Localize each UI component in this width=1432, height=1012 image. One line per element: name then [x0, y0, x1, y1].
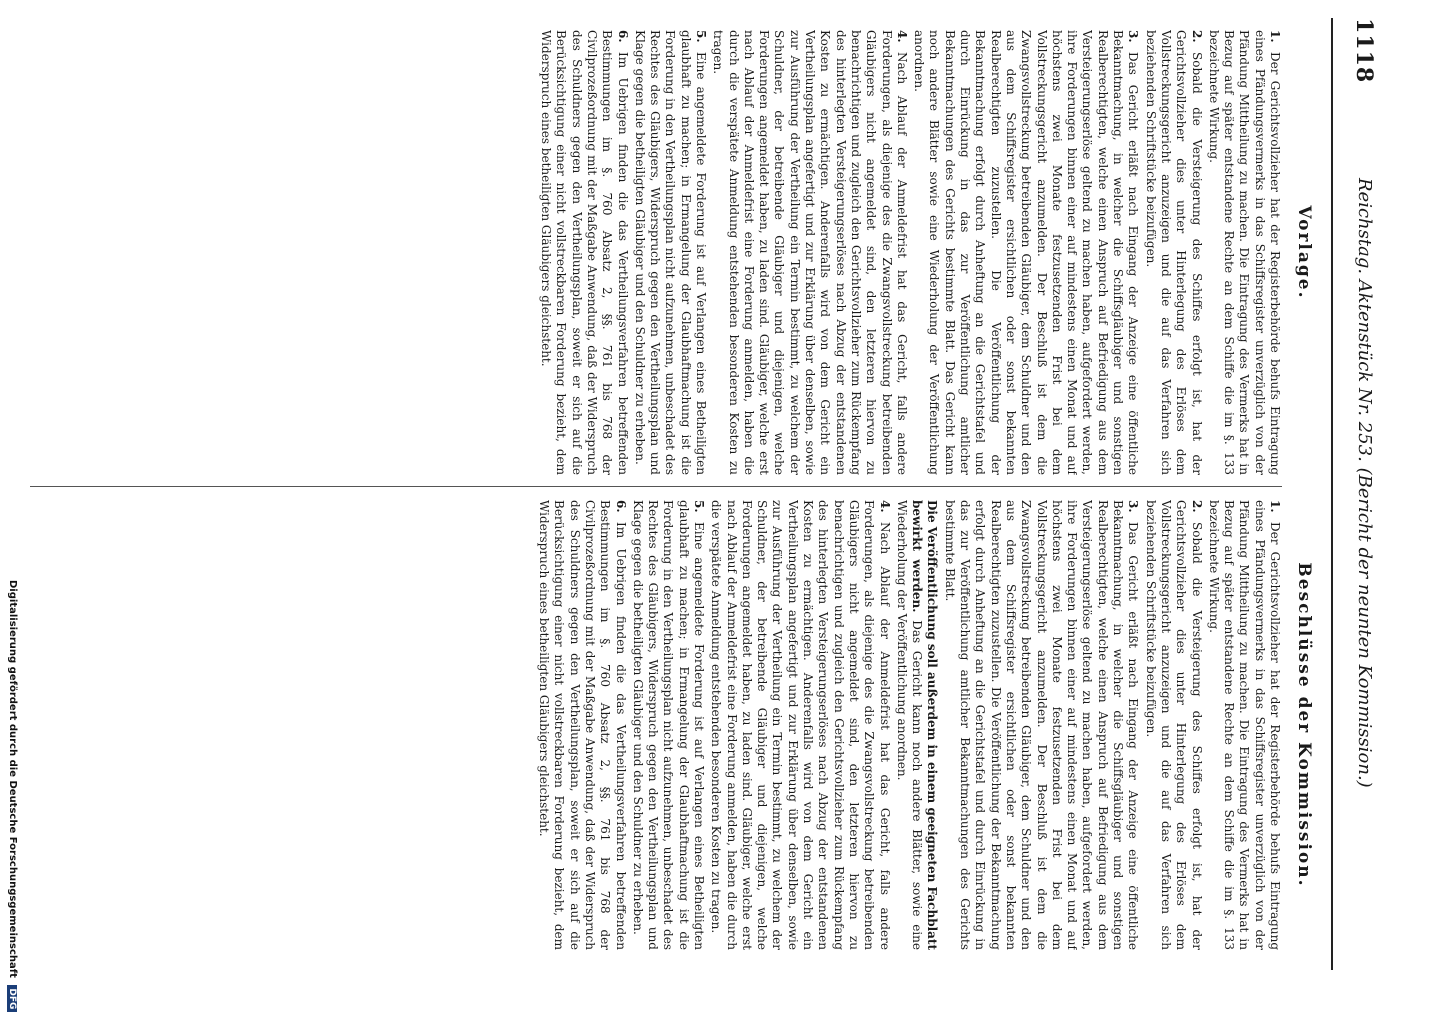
emphasized-text: Die Veröffentlichung soll außerdem in einem geeigneten Fachblatt bewirkt werden.	[910, 500, 940, 950]
paragraph-text: Der Gerichtsvollzieher hat der Registerbehörde behufs Eintragung eines Pfändungsvermerks in das Schiffsregister unverzüglich von der Pfändung Mittheilung zu machen. Die Eintragung des Vermerks hat in Bezug auf später entstandene Rechte an dem Schiffe die im §. 133 bezeichnete Wirkung.	[1206, 500, 1282, 950]
paragraph-number: 3.	[1126, 30, 1141, 43]
paragraph	[941, 500, 1140, 950]
paragraph-text: Das Gericht kann noch andere Blätter, sowie eine Wiederholung der Veröffentlichung anordnen.	[894, 500, 925, 950]
paragraph-number: 1.	[1268, 30, 1282, 43]
paragraph-number: 5.	[692, 500, 707, 513]
paragraph-text: Eine angemeldete Forderung ist auf Verlangen eines Betheiligten glaubhaft zu machen; in Ermangelung der Glaubhaftmachung ist die Forderung in den Vertheilungsplan nicht aufzunehmen, unbeschadet des Rechtes des Gläubigers, Widerspruch gegen den Vertheilungsplan und Klage gegen die betheiligten Gläubiger und den Schuldner zu erheben.	[630, 500, 707, 950]
column-divider	[30, 486, 1282, 487]
paragraph	[632, 30, 708, 475]
paragraph-text: Nach Ablauf der Anmeldefrist hat das Gericht, falls andere Forderungen, als diejenige des die Zwangsvollstreckung betreibenden Gläubigers nicht angemeldet sind, den letzteren hiervon zu benachrichtigen und zugleich den Gerichtsvollzieher zum Rückempfang des hinterlegten Versteigerungserlöses nach Abzug der entstandenen Kosten zu ermächtigen. Anderenfalls wird von dem Gericht ein Vertheilungsplan angefertigt und zur Erklärung über denselben, sowie zur Ausführung der Vertheilung ein Termin bestimmt, zu welchem der Schuldner, der betreibende Gläubiger und diejenigen, welche Forderungen angemeldet haben, zu laden sind. Gläubiger, welche erst nach Ablauf der Anmeldefrist eine Forderung anmelden, haben die durch die verspätete Anmeldung entstehenden besonderen Kosten zu tragen.	[709, 500, 892, 950]
paragraph-text: Das Gericht erläßt nach Eingang der Anzeige eine öffentliche Bekanntmachung, in welcher die Schiffsgläubiger und sonstigen Realberechtigten, welche einen Anspruch auf Befriedigung aus dem Versteigerungserlöse geltend zu machen haben, aufgefordert werden, ihre Forderungen binnen einer auf mindestens einen Monat und auf höchstens zwei Monate festzusetzenden Frist bei dem Vollstreckungsgericht anzumelden. Der Beschluß ist dem die Zwangsvollstreckung betreibenden Gläubiger, dem Schuldner und den aus dem Schiffsregister ersichtlichen oder sonst bekannten Realberechtigten zuzustellen. Die Veröffentlichung der Bekanntmachung erfolgt durch Anheftung an die Gerichtstafel und durch Einrückung in das zur Veröffentlichung amtlicher Bekanntmachungen des Gerichts bestimmte Blatt. Das Gericht kann noch andere Blätter sowie eine Wiederholung der Veröffentlichung anordnen.	[912, 30, 1141, 475]
paragraph	[1142, 500, 1203, 950]
paragraph-text: Eine angemeldete Forderung ist auf Verlangen eines Betheiligten glaubhaft zu machen; in Ermangelung der Glaubhaftmachung ist die Forderung in den Vertheilungsplan nicht aufzunehmen, unbeschadet des Rechtes des Gläubigers, Widerspruch gegen den Vertheilungsplan und Klage gegen die betheiligten Gläubiger und den Schuldner zu erheben.	[632, 30, 709, 475]
paragraph-text: Nach Ablauf der Anmeldefrist hat das Gericht, falls andere Forderungen, als diejenige des die Zwangsvollstreckung betreibenden Gläubigers nicht angemeldet sind, den letzteren hiervon zu benachrichtigen und zugleich den Gerichtsvollzieher zum Rückempfang des hinterlegten Versteigerungserlöses nach Abzug der entstandenen Kosten zu ermächtigen. Anderenfalls wird von dem Gericht ein Vertheilungsplan angefertigt und zur Erklärung über denselben, sowie zur Ausführung der Vertheilung ein Termin bestimmt, zu welchem der Schuldner, der betreibende Gläubiger und diejenigen, welche Forderungen angemeldet haben, zu laden sind. Gläubiger, welche erst nach Ablauf der Anmeldefrist eine Forderung anmelden, haben die durch die verspätete Anmeldung entstehenden besonderen Kosten zu tragen.	[711, 30, 909, 475]
paragraph	[1142, 30, 1203, 475]
page-header	[1331, 18, 1377, 970]
paragraph-number: 6.	[615, 30, 630, 43]
dfg-logo: DFG	[7, 985, 17, 1012]
left-column-heading: Vorlage.	[1294, 205, 1314, 300]
paragraph	[538, 30, 630, 475]
paragraph-number: 3.	[1126, 500, 1141, 513]
page-number: 1118	[1351, 18, 1377, 84]
paragraph-number: 4.	[894, 30, 909, 43]
paragraph-number: 1.	[1268, 500, 1282, 513]
paragraph	[911, 30, 1140, 475]
paragraph	[708, 500, 892, 950]
paragraph-number: 2.	[1189, 500, 1204, 513]
running-head: Reichstag. Aktenstück Nr. 253. (Bericht der neunten Kommission.)	[1354, 178, 1375, 788]
paragraph-text: Der Gerichtsvollzieher hat der Registerbehörde behufs Eintragung eines Pfändungsvermerks in das Schiffsregister unverzüglich von der Pfändung Mittheilung zu machen. Die Eintragung des Vermerks hat in Bezug auf später entstandene Rechte an dem Schiffe die im §. 133 bezeichnete Wirkung.	[1206, 30, 1282, 475]
right-column-heading: Beschlüsse der Kommission.	[1294, 562, 1314, 888]
paragraph	[1206, 30, 1282, 475]
paragraph-number: 5.	[694, 30, 709, 43]
paragraph-number: 2.	[1189, 30, 1204, 43]
paragraph	[536, 500, 628, 950]
paragraph-number: 6.	[613, 500, 628, 513]
paragraph-number: 4.	[877, 500, 892, 513]
paragraph-text: Im Uebrigen finden die das Vertheilungsverfahren betreffenden Bestimmungen im §. 760 Absatz 2, §§. 761 bis 768 der Civilprozeßordnung mit der Maßgabe Anwendung, daß der Widerspruch des Schuldners gegen den Vertheilungsplan, soweit er sich auf die Berücksichtigung einer nicht vollstreckbaren Forderung bezieht, dem Widerspruch eines betheiligten Gläubigers gleichsteht.	[537, 500, 628, 950]
paragraph-text: Das Gericht erläßt nach Eingang der Anzeige eine öffentliche Bekanntmachung, in welcher die Schiffsgläubiger und sonstigen Realberechtigten, welche einen Anspruch auf Befriedigung aus dem Versteigerungserlöse geltend zu machen haben, aufgefordert werden, ihre Forderungen binnen einer auf mindestens einen Monat und auf höchstens zwei Monate festzusetzenden Frist bei dem Vollstreckungsgericht anzumelden. Der Beschluß ist dem die Zwangsvollstreckung betreibenden Gläubiger, dem Schuldner und den aus dem Schiffsregister ersichtlichen oder sonst bekannten Realberechtigten zuzustellen. Die Veröffentlichung der Bekanntmachung erfolgt durch Anheftung an die Gerichtstafel und durch Einrückung in das zur Veröffentlichung amtlicher Bekanntmachungen des Gerichts bestimmte Blatt.	[942, 500, 1141, 950]
paragraph-text: Sobald die Versteigerung des Schiffes erfolgt ist, hat der Gerichtsvollzieher dies unter Hinterlegung des Erlöses dem Vollstreckungsgericht anzuzeigen und die auf das Verfahren sich beziehenden Schriftstücke beizufügen.	[1143, 500, 1204, 950]
right-column	[10, 500, 1282, 950]
footer-text: Digitalisierung gefördert durch die Deutsche Forschungsgemeinschaft	[7, 580, 18, 978]
paragraph	[1206, 500, 1282, 950]
paragraph-text: Im Uebrigen finden die das Vertheilungsverfahren betreffenden Bestimmungen im §. 760 Absatz 2, §§. 761 bis 768 der Civilprozeßordnung mit der Maßgabe Anwendung, daß der Widerspruch des Schuldners gegen den Vertheilungsplan, soweit er sich auf die Berücksichtigung einer nicht vollstreckbaren Forderung bezieht, dem Widerspruch eines betheiligten Gläubigers gleichsteht.	[539, 30, 630, 475]
digitization-footer	[4, 580, 22, 1010]
paragraph	[630, 500, 706, 950]
left-column	[10, 30, 1282, 475]
paragraph	[710, 30, 909, 475]
paragraph-text: Sobald die Versteigerung des Schiffes erfolgt ist, hat der Gerichtsvollzieher dies unter Hinterlegung des Erlöses dem Vollstreckungsgericht anzuzeigen und die auf das Verfahren sich beziehenden Schriftstücke beizufügen.	[1143, 30, 1204, 475]
paragraph	[894, 500, 940, 950]
